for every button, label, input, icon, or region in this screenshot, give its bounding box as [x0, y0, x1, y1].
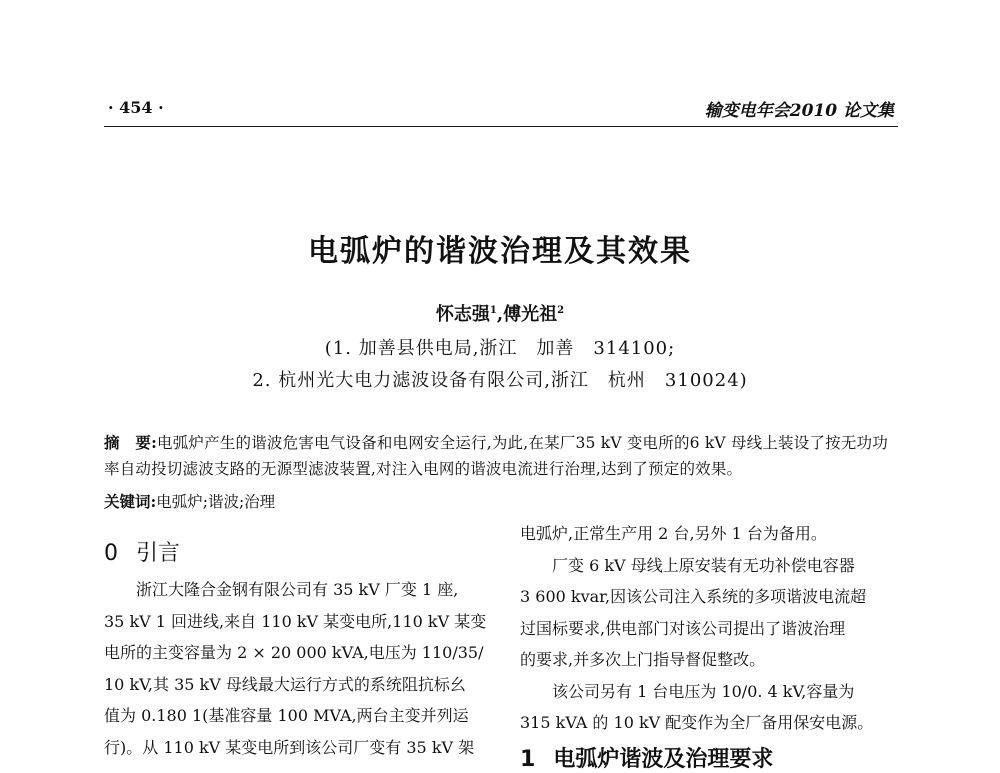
author-2: 傅光祖: [503, 304, 558, 325]
page-number: · 454 ·: [108, 98, 164, 117]
paragraph-line: 的要求,并多次上门指导督促整改。: [520, 650, 766, 669]
author-2-affil: 2: [557, 305, 565, 316]
keywords-label: 关键词:: [104, 492, 157, 511]
left-column: [104, 574, 492, 763]
affiliation-1: (1. 加善县供电局,浙江 加善 314100;: [324, 338, 676, 359]
author-line: [0, 300, 1000, 326]
paragraph-line: 厂变 6 kV 母线上原安装有无功补偿电容器: [552, 555, 855, 575]
paragraph-line: 过国标要求,供电部门对该公司提出了谐波治理: [520, 618, 846, 638]
paragraph-line: 行)。从 110 kV 某变电所到该公司厂变有 35 kV 架: [104, 737, 475, 757]
running-header: 输变电年会2010 论文集: [704, 101, 894, 121]
paragraph-line: 电弧炉,正常生产用 2 台,另外 1 台为备用。: [520, 524, 827, 543]
abstract-text: 电弧炉产生的谐波危害电气设备和电网安全运行,为此,在某厂35 kV 变电所的6 kV 母线上装设了按无功功率自动投切滤波支路的无源型滤波装置,对注入电网的谐波电流进行治理,达到了预定的效果。: [104, 434, 888, 478]
right-column: [520, 518, 900, 739]
section-number: 1: [520, 747, 536, 772]
paragraph-line: 3 600 kvar,因该公司注入系统的多项谐波电流超: [520, 587, 867, 606]
section-title: 引言: [136, 541, 181, 566]
author-1-affil: 1: [489, 305, 497, 316]
section-title: 电弧炉谐波及治理要求: [553, 747, 774, 772]
section-heading-1: [520, 742, 773, 773]
abstract: [104, 430, 900, 482]
author-1: 怀志强: [435, 304, 490, 325]
paragraph-line: 10 kV,其 35 kV 母线最大运行方式的系统阻抗标幺: [104, 674, 466, 694]
section-number: 0: [104, 541, 118, 566]
section-heading-intro: [104, 536, 180, 567]
paragraph-line: 值为 0.180 1(基准容量 100 MVA,两台主变并列运: [104, 706, 469, 725]
header-rule: [104, 126, 898, 127]
paper-title: 电弧炉的谐波治理及其效果: [308, 234, 692, 269]
abstract-label: 摘 要:: [104, 433, 158, 452]
keywords-text: 电弧炉;谐波;治理: [156, 493, 276, 511]
affiliation-2: 2. 杭州光大电力滤波设备有限公司,浙江 杭州 310024): [252, 370, 748, 391]
paragraph-line: 浙江大隆合金钢有限公司有 35 kV 厂变 1 座,: [136, 580, 459, 599]
paragraph-line: 315 kVA 的 10 kV 配变作为全厂备用保安电源。: [520, 713, 874, 732]
paragraph-line: 35 kV 1 回进线,来自 110 kV 某变电所,110 kV 某变: [104, 611, 487, 631]
paragraph-line: 电所的主变容量为 2 × 20 000 kVA,电压为 110/35/: [104, 643, 484, 662]
paragraph-line: 该公司另有 1 台电压为 10/0. 4 kV,容量为: [552, 681, 855, 701]
keywords: [104, 490, 900, 512]
author-separator: ,: [496, 304, 504, 325]
